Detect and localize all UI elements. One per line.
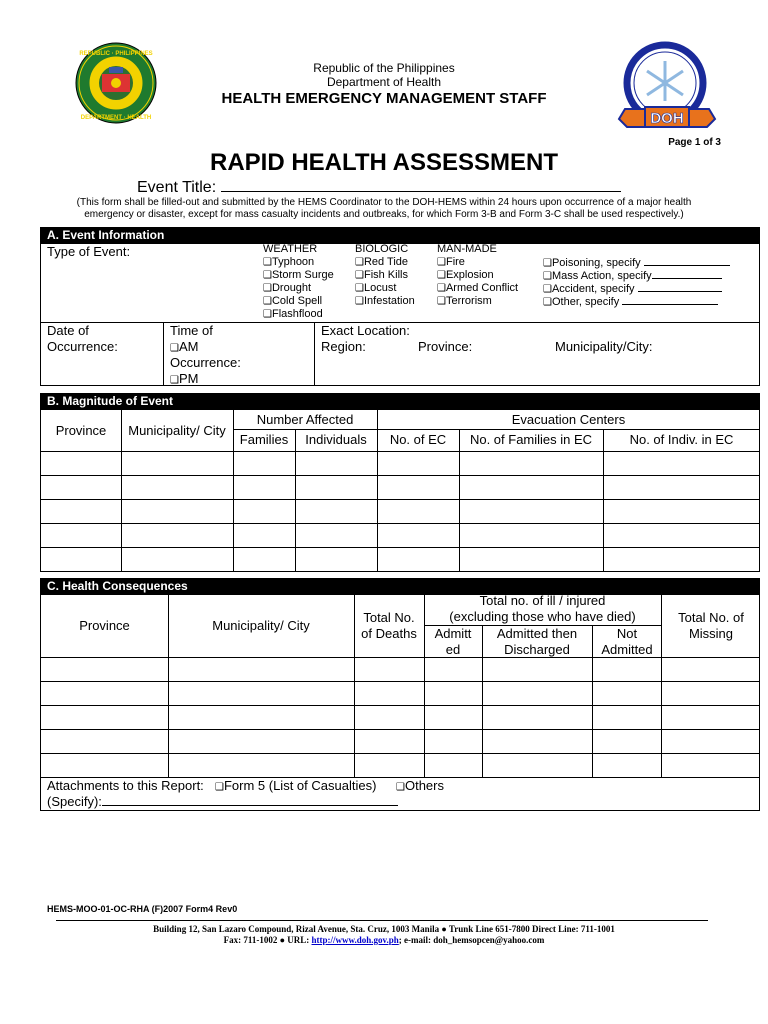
- section-a-box: [40, 243, 760, 386]
- svg-text:DEPARTMENT · HEALTH: DEPARTMENT · HEALTH: [80, 115, 152, 121]
- footer-address: [0, 924, 768, 946]
- c-col-total-missing: Total No. of Missing: [678, 610, 744, 641]
- checkbox-form5[interactable]: ❑Form 5 (List of Casualties): [215, 778, 377, 793]
- checkbox-armed-conflict[interactable]: ❑Armed Conflict: [437, 282, 519, 294]
- checkbox-pm[interactable]: ❑PM: [170, 371, 199, 386]
- checkbox-fire[interactable]: ❑Fire: [437, 256, 465, 268]
- footer-email: ; e-mail: doh_hemsopcen@yahoo.com: [398, 935, 545, 945]
- c-col-not-admitted: Not Admitted: [601, 625, 653, 657]
- exact-location-label: Exact Location:: [321, 323, 410, 338]
- checkbox-other[interactable]: ❑Other, specify: [543, 295, 718, 309]
- c-col-admitted-discharged: Admitted then Discharged: [496, 625, 578, 657]
- hems-doh-logo: [615, 39, 719, 135]
- b-col-municipality: Municipality/ City: [128, 422, 226, 438]
- b-table-row-2[interactable]: [41, 476, 760, 499]
- checkbox-infestation[interactable]: ❑Infestation: [355, 295, 415, 307]
- b-col-no-ec: No. of EC: [389, 432, 447, 447]
- b-table-row-1[interactable]: [41, 452, 760, 475]
- region-field[interactable]: Region:: [321, 339, 366, 354]
- weather-header: WEATHER: [263, 243, 318, 255]
- checkbox-terrorism[interactable]: ❑Terrorism: [437, 295, 492, 307]
- event-title-field[interactable]: [137, 179, 621, 197]
- section-c-header: C. Health Consequences: [40, 578, 760, 594]
- biologic-header: BIOLOGIC: [355, 243, 409, 255]
- checkbox-cold-spell[interactable]: ❑Cold Spell: [263, 295, 323, 307]
- header-department: Department of Health: [326, 75, 442, 89]
- checkbox-others[interactable]: ❑Others: [396, 778, 444, 793]
- time-label-1: Time of: [170, 323, 213, 338]
- c-col-province: Province: [79, 618, 130, 633]
- province-field[interactable]: Province:: [418, 339, 473, 354]
- checkbox-locust[interactable]: ❑Locust: [355, 282, 397, 294]
- form-code: HEMS-MOO-01-OC-RHA (F)2007 Form4 Rev0: [47, 904, 238, 914]
- checkbox-am[interactable]: ❑AM: [170, 339, 199, 354]
- c-col-admitted: Admitt ed: [434, 625, 472, 657]
- checkbox-red-tide[interactable]: ❑Red Tide: [355, 256, 408, 268]
- c-col-municipality: Municipality/ City: [212, 618, 310, 633]
- b-col-province: Province: [55, 422, 107, 438]
- manmade-header: MAN-MADE: [437, 243, 497, 255]
- date-label-1: Date of: [47, 323, 89, 338]
- b-col-families: Families: [239, 432, 289, 447]
- b-table-row-3[interactable]: [41, 500, 760, 523]
- checkbox-storm-surge[interactable]: ❑Storm Surge: [263, 269, 334, 281]
- section-b-header: B. Magnitude of Event: [40, 393, 760, 409]
- checkbox-poisoning[interactable]: ❑Poisoning, specify: [543, 256, 730, 270]
- c-table-row-2[interactable]: [41, 682, 760, 705]
- event-title-label: Event Title:: [137, 179, 217, 196]
- date-of-occurrence-field[interactable]: Occurrence:: [47, 339, 118, 354]
- document-title: RAPID HEALTH ASSESSMENT: [209, 149, 559, 176]
- logo-text: DOH: [650, 110, 684, 127]
- header-republic: Republic of the Philippines: [313, 61, 455, 75]
- footer-divider: [56, 920, 708, 921]
- b-table-row-4[interactable]: [41, 524, 760, 547]
- c-ill-injured-1: Total no. of ill / injured: [479, 593, 606, 608]
- b-table-row-5[interactable]: [41, 548, 760, 571]
- health-consequences-table: [40, 594, 760, 811]
- page-number: Page 1 of 3: [668, 137, 721, 148]
- specify-field[interactable]: (Specify):: [47, 794, 398, 810]
- checkbox-drought[interactable]: ❑Drought: [263, 282, 312, 294]
- b-col-indiv-ec: No. of Indiv. in EC: [629, 432, 734, 447]
- checkbox-mass-action[interactable]: ❑Mass Action, specify: [543, 269, 722, 283]
- c-table-row-3[interactable]: [41, 706, 760, 729]
- c-col-total-deaths: Total No. of Deaths: [361, 610, 417, 641]
- b-col-individuals: Individuals: [305, 432, 367, 447]
- section-a-header: A. Event Information: [40, 227, 760, 243]
- b-col-families-ec: No. of Families in EC: [469, 432, 593, 447]
- c-table-row-4[interactable]: [41, 730, 760, 753]
- c-table-row-1[interactable]: [41, 658, 760, 681]
- doh-website-link[interactable]: http://www.doh.gov.ph: [311, 935, 399, 945]
- footer-contact-line: Fax: 711-1002 ● URL: http://www.doh.gov.ph; e-mail: doh_hemsopcen@yahoo.com: [223, 935, 545, 945]
- municipality-field[interactable]: Municipality/City:: [555, 339, 653, 354]
- time-label-2: Occurrence:: [170, 355, 241, 370]
- form-instructions: (This form shall be filled-out and submitted by the HEMS Coordinator to the DOH-HEMS within 24 hours upon occurrence of a major health emergency or disaster, except for mass casualty incidents and outbreaks, for which Form 3-B and Form 3-C shall be used respectively.): [76, 197, 692, 220]
- svg-text:REPUBLIC · PHILIPPINES: REPUBLIC · PHILIPPINES: [79, 51, 153, 57]
- checkbox-fish-kills[interactable]: ❑Fish Kills: [355, 269, 408, 281]
- b-number-affected: Number Affected: [256, 411, 354, 427]
- attachments-label: Attachments to this Report:: [47, 778, 204, 793]
- doh-seal-logo: [72, 41, 160, 125]
- type-of-event-label: Type of Event:: [47, 244, 131, 259]
- c-ill-injured-2: (excluding those who have died): [449, 609, 636, 624]
- b-evacuation-centers: Evacuation Centers: [511, 411, 626, 427]
- header-office: HEALTH EMERGENCY MANAGEMENT STAFF: [221, 90, 547, 107]
- c-table-row-5[interactable]: [41, 754, 760, 777]
- footer-address-line: Building 12, San Lazaro Compound, Rizal Avenue, Sta. Cruz, 1003 Manila ● Trunk Line 651-7800 Direct Line: 711-1001: [153, 924, 615, 934]
- checkbox-flashflood[interactable]: ❑Flashflood: [263, 308, 323, 320]
- magnitude-table: [40, 409, 760, 572]
- checkbox-explosion[interactable]: ❑Explosion: [437, 269, 494, 281]
- event-title-blank[interactable]: [221, 179, 621, 192]
- checkbox-accident[interactable]: ❑Accident, specify: [543, 282, 722, 296]
- checkbox-typhoon[interactable]: ❑Typhoon: [263, 256, 315, 268]
